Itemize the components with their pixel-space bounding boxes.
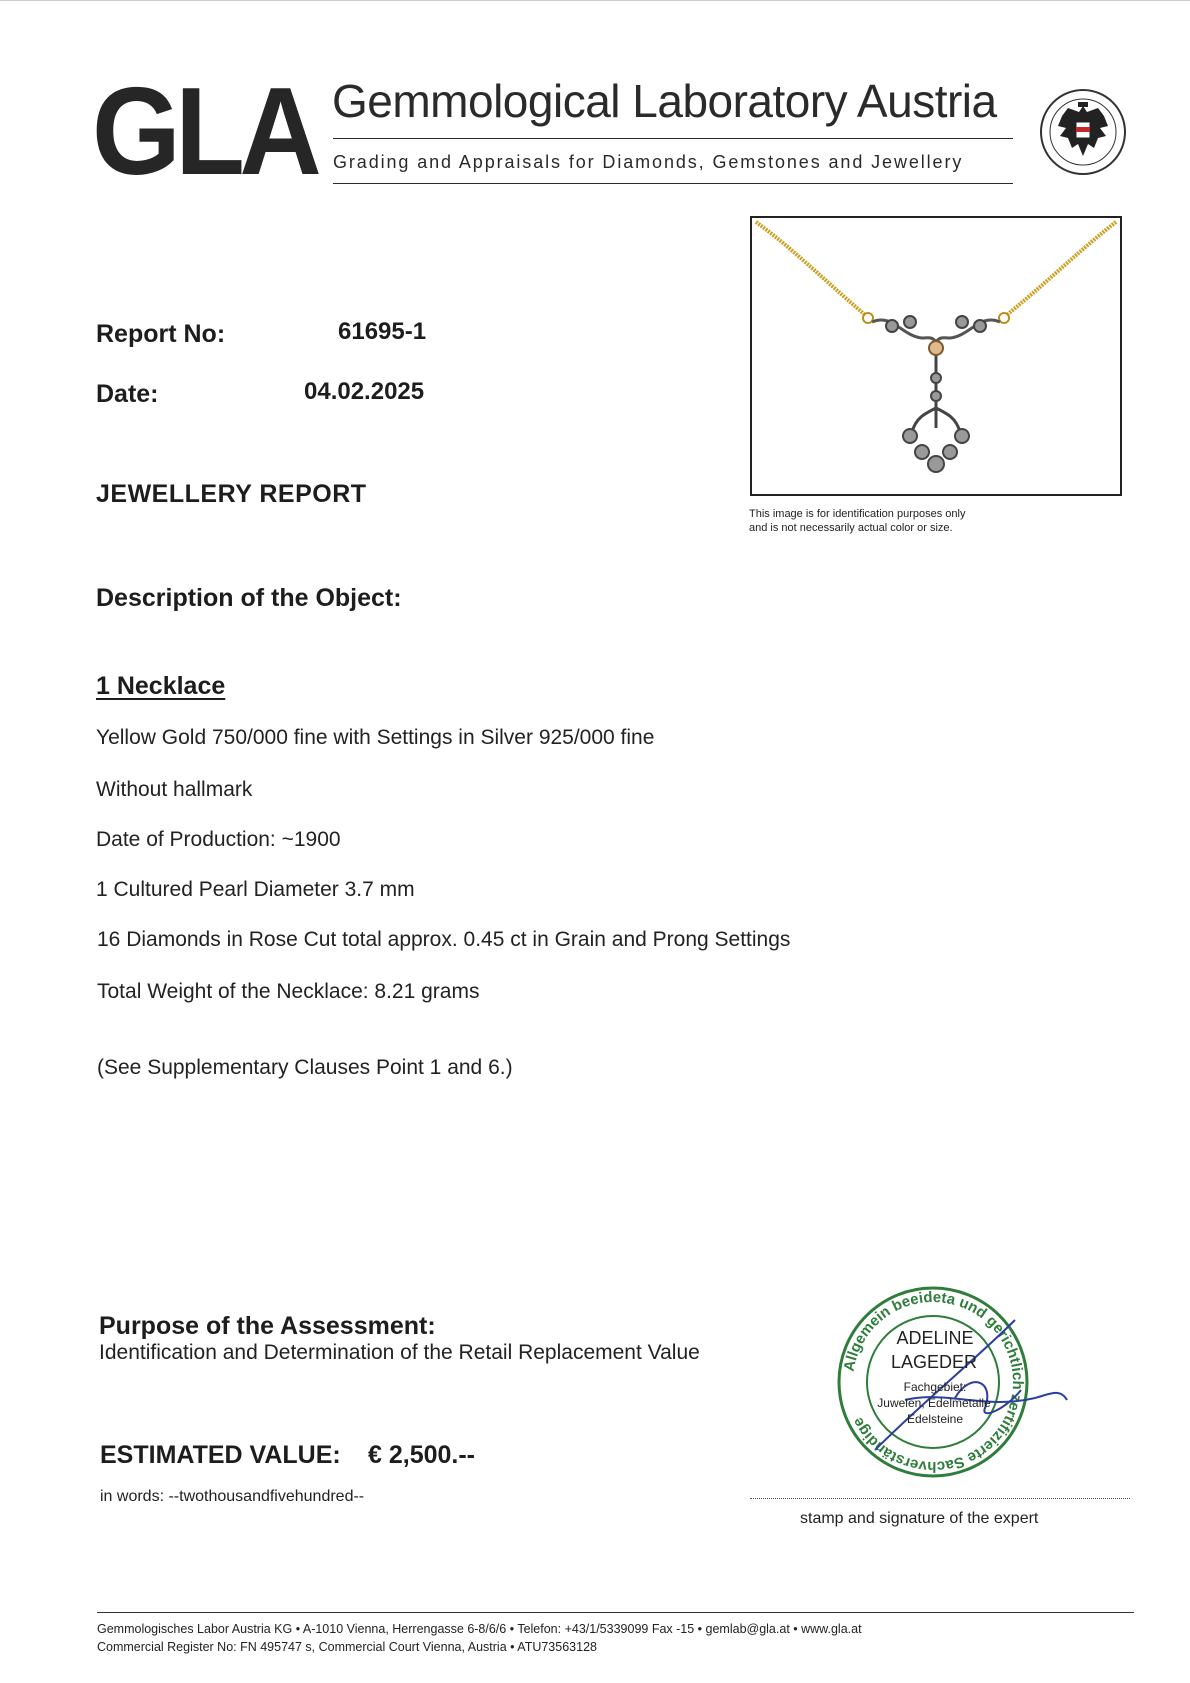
object-title: 1 Necklace [96,672,226,700]
purpose-text: Identification and Determination of the Retail Replacement Value [99,1341,700,1364]
purpose-heading: Purpose of the Assessment: [99,1312,436,1340]
photo-disclaimer-line2: and is not necessarily actual color or size. [749,522,953,534]
description-line: 16 Diamonds in Rose Cut total approx. 0.45 ct in Grain and Prong Settings [97,928,791,951]
footer-register: Commercial Register No: FN 495747 s, Commercial Court Vienna, Austria • ATU73563128 [97,1640,597,1654]
state-seal-icon [1038,86,1128,178]
date-value: 04.02.2025 [304,378,425,405]
stamp-field-line3: Edelsteine [906,1412,964,1426]
page-top-edge [0,0,1190,1]
stamp-name-line1: ADELINE [896,1328,974,1348]
description-line: Total Weight of the Necklace: 8.21 grams [97,980,480,1003]
report-no-value: 61695-1 [338,318,427,345]
stamp-field-line2: Juwelen, Edelmetalle [877,1396,991,1410]
footer-rule [97,1612,1134,1613]
supplementary-clauses: (See Supplementary Clauses Point 1 and 6.) [97,1056,513,1079]
lab-tagline: Grading and Appraisals for Diamonds, Gemstones and Jewellery [333,152,964,172]
estimated-value: € 2,500.-- [368,1441,476,1469]
footer-address: Gemmologisches Labor Austria KG • A-1010 Vienna, Herrengasse 6-8/6/6 • Telefon: +43/1/5339099 Fax -15 • gemlab@gla.at • www.gla.at [97,1622,862,1636]
date-label: Date: [96,380,159,408]
stamp-ring-text: Allgemein beeideta und gerichtlich zertifizierte Sachverständige [840,1288,1027,1476]
header-rule-bottom [333,183,1013,184]
description-line: Date of Production: ~1900 [96,828,341,851]
stamp-field-line1: Fachgebiet: [903,1380,967,1394]
necklace-photo [750,216,1122,496]
necklace-image [752,218,1120,494]
estimated-value-label: ESTIMATED VALUE: [100,1441,341,1469]
description-line: Without hallmark [96,778,253,801]
gla-logo: GLA [92,63,317,201]
expert-stamp [835,1280,1075,1480]
stamp-name-line2: LAGEDER [891,1352,978,1372]
photo-disclaimer [749,507,965,535]
description-line: 1 Cultured Pearl Diameter 3.7 mm [96,878,415,901]
value-in-words: in words: --twothousandfivehundred-- [100,1488,365,1505]
lab-name: Gemmological Laboratory Austria [332,75,997,127]
header-rule-top [333,138,1013,139]
description-heading: Description of the Object: [96,584,402,612]
report-type-heading: JEWELLERY REPORT [96,480,367,508]
stamp-caption: stamp and signature of the expert [800,1510,1039,1527]
photo-disclaimer-line1: This image is for identification purposes only [749,508,966,520]
description-line: Yellow Gold 750/000 fine with Settings in Silver 925/000 fine [96,726,655,749]
signature-line [750,1498,1130,1499]
report-no-label: Report No: [96,320,226,348]
